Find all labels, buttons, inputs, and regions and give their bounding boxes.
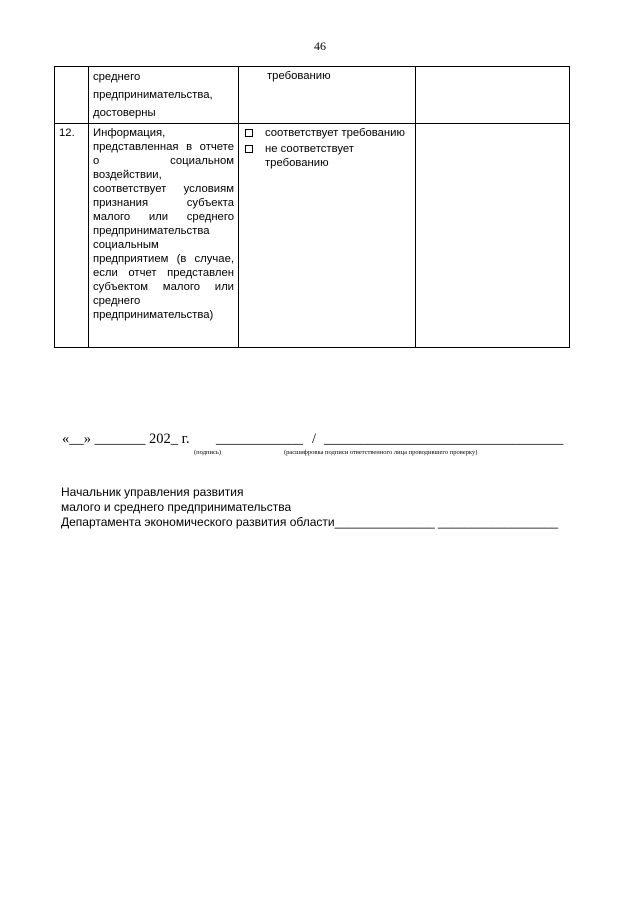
option-matches[interactable]	[243, 126, 411, 140]
date-field: «__» _______ 202_ г.	[62, 431, 190, 447]
row-notes-cell	[416, 124, 570, 348]
name-caption: (расшифровка подписи ответственного лица проводившего проверку)	[284, 449, 478, 456]
option-text-continued: требованию	[267, 70, 331, 82]
official-position-block	[61, 485, 558, 530]
signature-blank: ____________	[216, 431, 303, 447]
table-row-12	[55, 124, 570, 348]
checkbox-icon[interactable]	[245, 145, 253, 153]
description-line: предпринимательства,	[93, 89, 213, 101]
position-line: Начальник управления развития	[61, 485, 244, 499]
checkbox-icon[interactable]	[245, 129, 253, 137]
page-number: 46	[314, 39, 326, 53]
verification-table	[54, 66, 570, 348]
position-line: малого и среднего предпринимательства	[61, 500, 292, 514]
row-description-cell: Информация, представленная в отчете о социальном воздействии, соответствует условиям признания субъекта малого или среднего предпринимательства социальным предприятием (в случае, если отчет представлен субъектом малого или среднего предпринимательства)	[89, 124, 239, 348]
row-number-cell: 12.	[55, 124, 89, 348]
row-notes-cell	[416, 67, 570, 124]
description-line: среднего	[93, 71, 141, 83]
position-line: Департамента экономического развития области_______________ __________________	[61, 515, 559, 529]
signature-caption: (подпись)	[194, 449, 221, 456]
row-options-cell	[239, 124, 416, 348]
description-line: достоверны	[93, 107, 156, 119]
row-options-cell	[239, 67, 416, 124]
table-row-continued	[55, 67, 570, 124]
option-not-matches[interactable]	[243, 142, 411, 170]
signature-separator: /	[312, 431, 317, 447]
name-blank: _________________________________	[324, 431, 564, 447]
row-description-cell	[89, 67, 239, 124]
option-label: соответствует требованию	[265, 127, 405, 139]
row-number-cell	[55, 67, 89, 124]
option-label: не соответствует требованию	[265, 143, 354, 169]
